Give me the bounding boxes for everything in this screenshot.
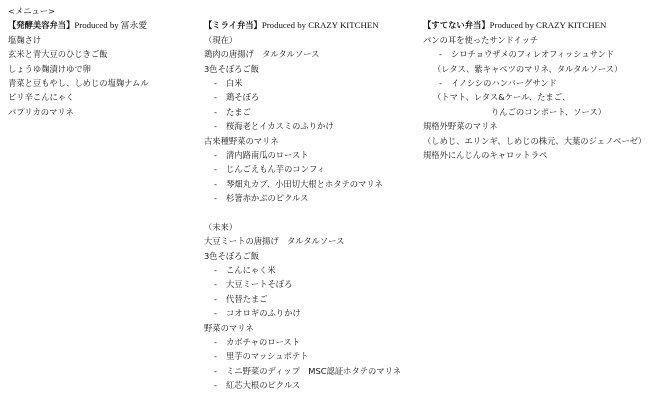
dash-bullet: - xyxy=(439,77,442,88)
sub-item xyxy=(204,162,418,176)
dash-bullet: - xyxy=(214,336,217,347)
column-hakko-bento xyxy=(8,4,198,119)
menu-item-detail: （しめじ、エリンギ、しめじの株元、大葉のジェノベーゼ） xyxy=(423,135,647,146)
sub-item-label: 白米 xyxy=(226,77,243,88)
menu-item: 鶏肉の唐揚げ タルタルソース xyxy=(204,49,320,60)
dash-bullet: - xyxy=(214,106,217,117)
bento-title-producer: Produced by CRAZY KITCHEN xyxy=(489,20,607,31)
sub-item xyxy=(204,76,418,90)
menu-item: 玄米と青大豆のひじきご飯 xyxy=(8,49,108,60)
bento-title-producer: Produced by CRAZY KITCHEN xyxy=(261,20,379,31)
sub-item-label: たまご xyxy=(226,106,251,117)
sub-item xyxy=(204,277,418,291)
bento-title xyxy=(204,18,418,32)
sub-item-label: ミニ野菜のディップ MSC認証ホタテのマリネ xyxy=(226,365,402,376)
menu-item: 古来種野菜のマリネ xyxy=(204,135,279,146)
sub-item xyxy=(204,177,418,191)
bento-title-name: 【すてない弁当】 xyxy=(423,20,490,31)
dash-bullet: - xyxy=(214,92,217,103)
column-sutenai-bento xyxy=(423,4,648,162)
sub-item-label: シロチョウザメのフィレオフィッシュサンド xyxy=(451,49,615,60)
sub-item-label: イノシシのハンバーグサンド xyxy=(451,77,557,88)
dash-bullet: - xyxy=(214,149,217,160)
sub-item-label: じんごえもん芋のコンフィ xyxy=(226,164,325,175)
dash-bullet: - xyxy=(214,308,217,319)
column-mirai-bento xyxy=(204,4,418,393)
sub-item-label: カボチャのロースト xyxy=(226,336,301,347)
sub-item xyxy=(204,349,418,363)
dash-bullet: - xyxy=(214,351,217,362)
dash-bullet: - xyxy=(214,265,217,276)
sub-item xyxy=(204,263,418,277)
sub-item xyxy=(204,90,418,104)
bento-title xyxy=(8,18,198,32)
sub-item xyxy=(204,148,418,162)
dash-bullet: - xyxy=(214,365,217,376)
sub-item-label: 紅芯大根のピクルス xyxy=(226,380,301,391)
sub-item-label: こんにゃく米 xyxy=(226,265,276,276)
sub-item-label: 杉箸赤かぶのピクルス xyxy=(226,193,309,204)
menu-item: 塩麹さけ xyxy=(8,34,42,45)
sub-item xyxy=(423,47,648,61)
menu-item: パプリカのマリネ xyxy=(8,106,74,117)
sub-item xyxy=(204,105,418,119)
bento-title-producer: Produced by 冨永愛 xyxy=(74,20,148,31)
dash-bullet: - xyxy=(214,193,217,204)
dash-bullet: - xyxy=(214,380,217,391)
section-label-current: （現在） xyxy=(204,34,238,45)
sub-item xyxy=(204,335,418,349)
sub-item-label: 清内路南瓜のロースト xyxy=(226,149,309,160)
sub-item-label: 里芋のマッシュポテト xyxy=(226,351,309,362)
menu-item: 規格外にんじんのキャロットラペ xyxy=(423,149,548,160)
sub-item xyxy=(204,292,418,306)
sub-item-label: 琴畑丸カブ、小田切大根とホタテのマリネ xyxy=(226,178,383,189)
bento-title-name: 【発酵美容弁当】 xyxy=(8,20,75,31)
dash-bullet: - xyxy=(439,49,442,60)
sub-item xyxy=(204,191,418,205)
menu-item: 大豆ミートの唐揚げ タルタルソース xyxy=(204,236,345,247)
dash-bullet: - xyxy=(214,178,217,189)
sub-item-detail: （レタス、紫キャベツのマリネ、タルタルソース） xyxy=(433,63,623,74)
dash-bullet: - xyxy=(214,77,217,88)
sub-item xyxy=(204,306,418,320)
sub-item xyxy=(204,378,418,392)
menu-item: パンの耳を使ったサンドイッチ xyxy=(423,34,539,45)
sub-item-label: 大豆ミートそぼろ xyxy=(226,279,293,290)
sub-item-label: 代替たまご xyxy=(226,293,268,304)
menu-item: 野菜のマリネ xyxy=(204,322,254,333)
menu-item: 規格外野菜のマリネ xyxy=(423,121,498,132)
dash-bullet: - xyxy=(214,279,217,290)
menu-item: しょうゆ麹漬けゆで卵 xyxy=(8,63,91,74)
dash-bullet: - xyxy=(214,293,217,304)
sub-item-label: 鶏そぼろ xyxy=(226,92,260,103)
section-label-future: （未来） xyxy=(204,221,238,232)
dash-bullet: - xyxy=(214,121,217,132)
bento-title-name: 【ミライ弁当】 xyxy=(204,20,262,31)
menu-heading: <メニュー> xyxy=(8,6,56,16)
menu-item: 3色そぼろご飯 xyxy=(204,63,260,74)
sub-item xyxy=(204,119,418,133)
menu-item: 青菜と豆もやし、しめじの塩麹ナムル xyxy=(8,77,149,88)
menu-item: ピリ辛こんにゃく xyxy=(8,92,75,103)
sub-item xyxy=(423,76,648,90)
menu-item: 3色そぼろご飯 xyxy=(204,250,260,261)
sub-item xyxy=(204,364,418,378)
bento-title xyxy=(423,18,648,32)
dash-bullet: - xyxy=(214,164,217,175)
sub-item-label: 桜海老とイカスミのふりかけ xyxy=(226,121,334,132)
sub-item-detail: （トマト、レタス&ケール、たまご、 xyxy=(433,92,571,103)
sub-item-label: コオロギのふりかけ xyxy=(226,308,301,319)
sub-item-detail: りんごのコンポート、ソース） xyxy=(491,106,606,117)
